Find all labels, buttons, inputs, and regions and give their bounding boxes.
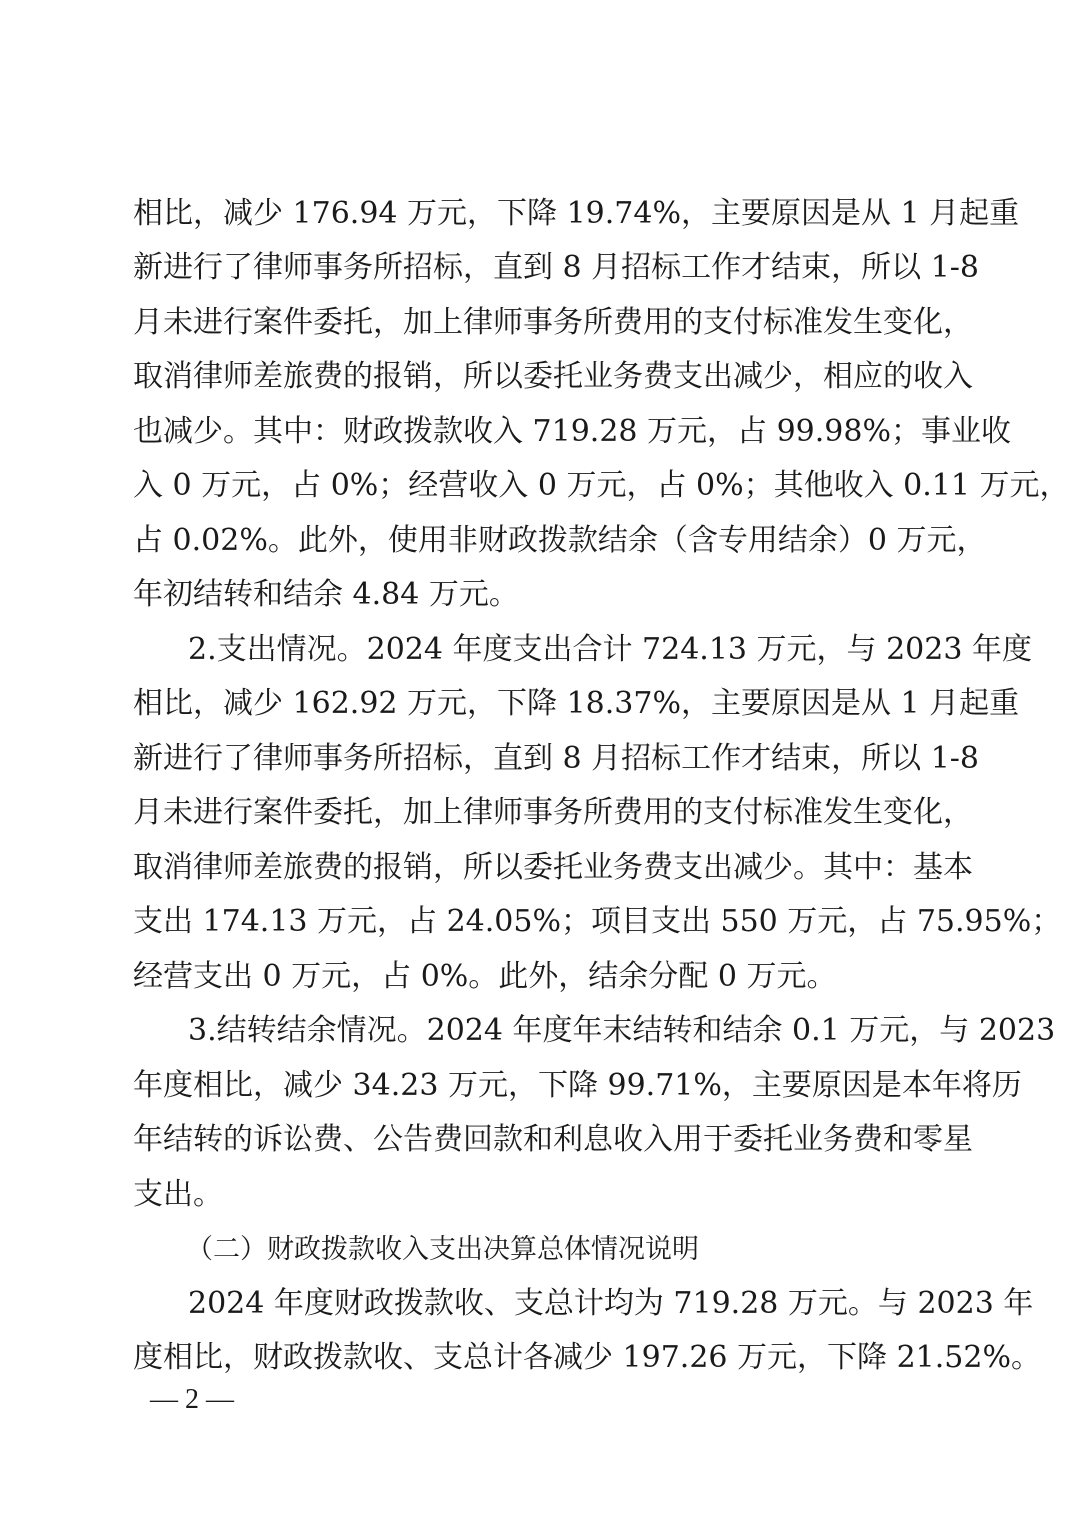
- carryover-paragraph-line: 支出。: [133, 1177, 223, 1212]
- expenditure-paragraph-line: 支出 174.13 万元，占 24.05%；项目支出 550 万元，占 75.95%；: [133, 904, 1062, 939]
- fiscal-paragraph-line: 2024 年度财政拨款收、支总计均为 719.28 万元。与 2023 年: [188, 1286, 1034, 1321]
- income-paragraph-line: 取消律师差旅费的报销，所以委托业务费支出减少，相应的收入: [133, 359, 973, 394]
- income-paragraph-line: 新进行了律师事务所招标，直到 8 月招标工作才结束，所以 1-8: [133, 250, 980, 285]
- carryover-paragraph-line: 年度相比，减少 34.23 万元，下降 99.71%，主要原因是本年将历: [133, 1068, 1022, 1103]
- page-number: — 2 —: [150, 1384, 234, 1415]
- income-paragraph-line: 占 0.02%。此外，使用非财政拨款结余（含专用结余）0 万元，: [133, 523, 987, 558]
- carryover-paragraph-line: 年结转的诉讼费、公告费回款和利息收入用于委托业务费和零星: [133, 1122, 973, 1157]
- income-paragraph-line: 年初结转和结余 4.84 万元。: [133, 577, 519, 612]
- income-paragraph-line: 相比，减少 176.94 万元，下降 19.74%，主要原因是从 1 月起重: [133, 196, 1020, 231]
- carryover-paragraph-line: 3.结转结余情况。2024 年度年末结转和结余 0.1 万元，与 2023: [188, 1013, 1056, 1048]
- expenditure-paragraph-line: 月未进行案件委托，加上律师事务所费用的支付标准发生变化，: [133, 795, 973, 830]
- income-paragraph-line: 入 0 万元，占 0%；经营收入 0 万元，占 0%；其他收入 0.11 万元，: [133, 468, 1070, 503]
- expenditure-paragraph-line: 新进行了律师事务所招标，直到 8 月招标工作才结束，所以 1-8: [133, 741, 980, 776]
- fiscal-paragraph-line: 度相比，财政拨款收、支总计各减少 197.26 万元，下降 21.52%。: [133, 1340, 1041, 1375]
- expenditure-paragraph-line: 经营支出 0 万元，占 0%。此外，结余分配 0 万元。: [133, 959, 837, 994]
- income-paragraph-line: 也减少。其中：财政拨款收入 719.28 万元，占 99.98%；事业收: [133, 414, 1011, 449]
- expenditure-paragraph-line: 2.支出情况。2024 年度支出合计 724.13 万元，与 2023 年度: [188, 632, 1032, 667]
- expenditure-paragraph-line: 相比，减少 162.92 万元，下降 18.37%，主要原因是从 1 月起重: [133, 686, 1020, 721]
- income-paragraph-line: 月未进行案件委托，加上律师事务所费用的支付标准发生变化，: [133, 305, 973, 340]
- section-heading: （二）财政拨款收入支出决算总体情况说明: [186, 1234, 699, 1265]
- expenditure-paragraph-line: 取消律师差旅费的报销，所以委托业务费支出减少。其中：基本: [133, 850, 973, 885]
